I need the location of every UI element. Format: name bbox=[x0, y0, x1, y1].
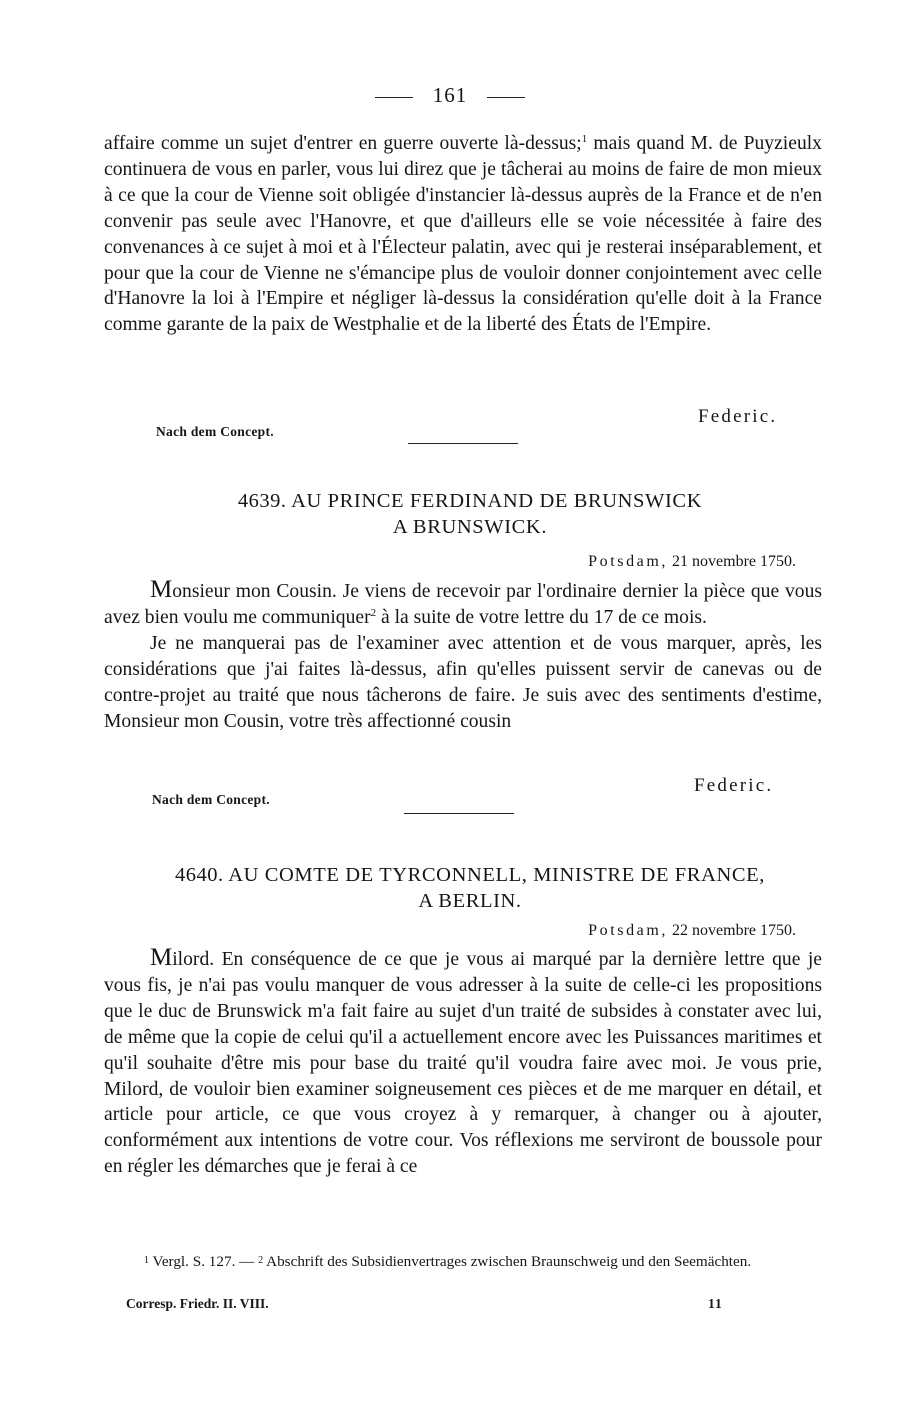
letter-4640-date: 22 novembre 1750. bbox=[672, 922, 796, 939]
separator-rule bbox=[404, 813, 514, 814]
printer-signature: Corresp. Friedr. II. VIII. bbox=[126, 1296, 269, 1311]
letter-4639-number: 4639. bbox=[237, 490, 287, 512]
footnote-ref-2: 2 bbox=[370, 606, 377, 619]
letter-4639-text bbox=[104, 577, 822, 734]
separator-rule bbox=[408, 443, 518, 444]
letter-4639-heading bbox=[80, 488, 860, 540]
letter-4640-initial: M bbox=[150, 944, 173, 971]
letter-4638-note: Nach dem Concept. bbox=[156, 424, 274, 439]
letter-4639-dateline bbox=[588, 553, 796, 571]
footnote-ref-1: 1 bbox=[581, 133, 588, 145]
letter-4638-signature: Federic. bbox=[698, 406, 778, 427]
letter-4640-heading-line1: AU COMTE DE TYRCONNELL, MINISTRE DE FRANCE, bbox=[228, 864, 765, 886]
letter-4638-body: quand M. de Puyzieulx continuera de vous en parler, vous lui direz que je tâcherai au moins de faire de mon mieux à ce que la cour de Vienne soit obligée d'instancier là-dessus auprès de la France et de n'en convenir pas seule avec l'Hanovre, et que d'ailleurs elle se voie nécessitée à faire des convenances à ce sujet à moi et à l'Électeur palatin, avec qui je resterai inséparablement, et pour que la cour de Vienne ne s'émancipe plus de vouloir donner conjointement avec celle d'Hanovre la loi à l'Empire et négliger là-dessus la considération qu'elle doit à la France comme garante de la paix de Westphalie et de la liberté des États de l'Empire. bbox=[104, 133, 822, 336]
footnote-1-text: Vergl. S. 127. — bbox=[152, 1253, 255, 1270]
letter-4638-line1: affaire comme un sujet d'entrer en guerre ouverte là-dessus; bbox=[104, 133, 582, 154]
letter-4639-note: Nach dem Concept. bbox=[152, 792, 270, 807]
letter-4640-heading-line2: A BERLIN. bbox=[418, 890, 522, 912]
letter-4639-heading-line1: AU PRINCE FERDINAND DE BRUNSWICK bbox=[291, 490, 703, 512]
letter-4639-heading-line2: A BRUNSWICK. bbox=[392, 516, 548, 538]
letter-4640-number: 4640. bbox=[174, 864, 224, 886]
header-dash-left bbox=[375, 97, 413, 98]
letter-4638-text bbox=[104, 131, 822, 338]
letter-4640-text bbox=[104, 945, 822, 1180]
footnote-1-mark: 1 bbox=[144, 1255, 149, 1266]
letter-4639-para1-b: à la suite de votre lettre du 17 de ce mois. bbox=[376, 606, 707, 628]
letter-4639-signature: Federic. bbox=[694, 775, 774, 796]
footnote-2-text: Abschrift des Subsidienvertrages zwischen Braunschweig und den Seemächten. bbox=[266, 1253, 752, 1270]
footnote-2-mark: 2 bbox=[258, 1255, 264, 1266]
letter-4640-para1 bbox=[104, 945, 822, 1180]
letter-4640-para1-text: ilord. En conséquence de ce que je vous ai marqué par la dernière lettre que je vous fis, je n'ai pas voulu manquer de vous adresser à la suite de celle-ci les propositions que le duc de Brunswick m'a fait faire au sujet d'un traité de subsides à constater avec lui, de même que la copie de celui qu'il a actuellement encore avec les Puissances maritimes et qu'il souhaite d'être mis pour base du traité qu'il voudra faire avec moi. Je vous prie, Milord, de vouloir bien examiner soigneusement ces pièces et de me marquer en détail, et article pour article, ce que vous croyez à y remarquer, à changer ou à ajouter, conformément aux intentions de votre cour. Vos réflexions me serviront de boussole pour en régler les démarches que je ferai à ce bbox=[104, 949, 822, 1178]
letter-4640-place: Potsdam, bbox=[588, 922, 669, 939]
footnotes bbox=[100, 1250, 812, 1272]
header-dash-right bbox=[487, 97, 525, 98]
letter-4640-dateline bbox=[588, 922, 796, 940]
letter-4639-place: Potsdam, bbox=[588, 553, 669, 570]
sheet-number: 11 bbox=[708, 1296, 723, 1311]
letter-4639-date: 21 novembre 1750. bbox=[672, 553, 796, 570]
page-number: 161 bbox=[432, 83, 468, 107]
letter-4639-para1-a: onsieur mon Cousin. Je viens de recevoir par l'ordinaire dernier la pièce que vous avez bien voulu me communiquer bbox=[104, 581, 822, 628]
letter-4638-after-ref: mais bbox=[593, 133, 631, 154]
page-header bbox=[0, 83, 900, 108]
letter-4639-para1 bbox=[104, 577, 822, 631]
letter-4639-para2: Je ne manquerai pas de l'examiner avec attention et de vous marquer, après, les considérations que j'ai faites là-dessus, afin qu'elles puissent servir de canevas ou de contre-projet au traité que nous tâcherons de faire. Je suis avec des sentiments d'estime, Monsieur mon Cousin, votre très affectionné cousin bbox=[104, 632, 822, 732]
letter-4639-initial: M bbox=[150, 576, 173, 603]
letter-4640-heading bbox=[80, 862, 860, 914]
